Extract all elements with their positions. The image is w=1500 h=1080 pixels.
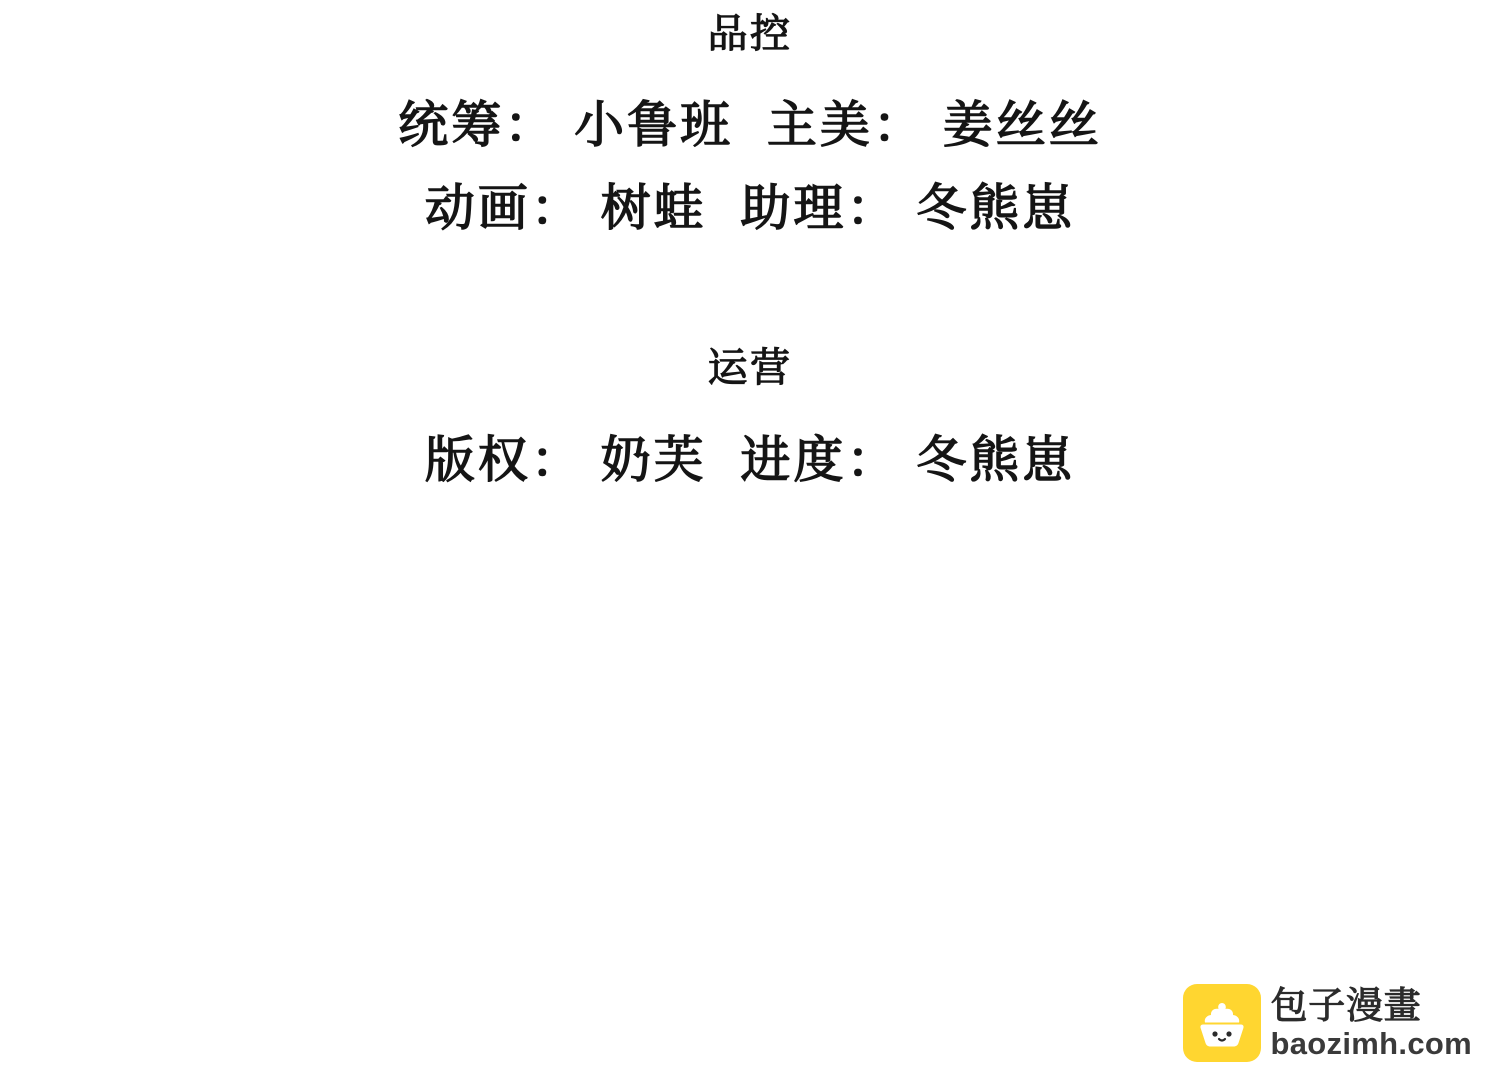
credits-line-producer-art: 统筹： 小鲁班 主美： 姜丝丝 [398,97,1102,153]
site-watermark [1183,984,1473,1062]
watermark-text [1271,987,1473,1059]
credits-section-operations [0,346,1500,488]
watermark-title-cn: 包子漫畫 [1270,985,1422,1026]
watermark-title-en: baozimh.com [1270,1026,1472,1061]
credits-section-quality [0,12,1500,236]
section-title-quality: 品控 [707,12,793,56]
credits-line-copyright-schedule: 版权： 奶芙 进度： 冬熊崽 [424,432,1076,488]
section-title-operations: 运营 [707,346,793,390]
credits-line-animation-assistant: 动画： 树蛙 助理： 冬熊崽 [424,180,1076,236]
steamed-bun-icon [1183,984,1261,1062]
